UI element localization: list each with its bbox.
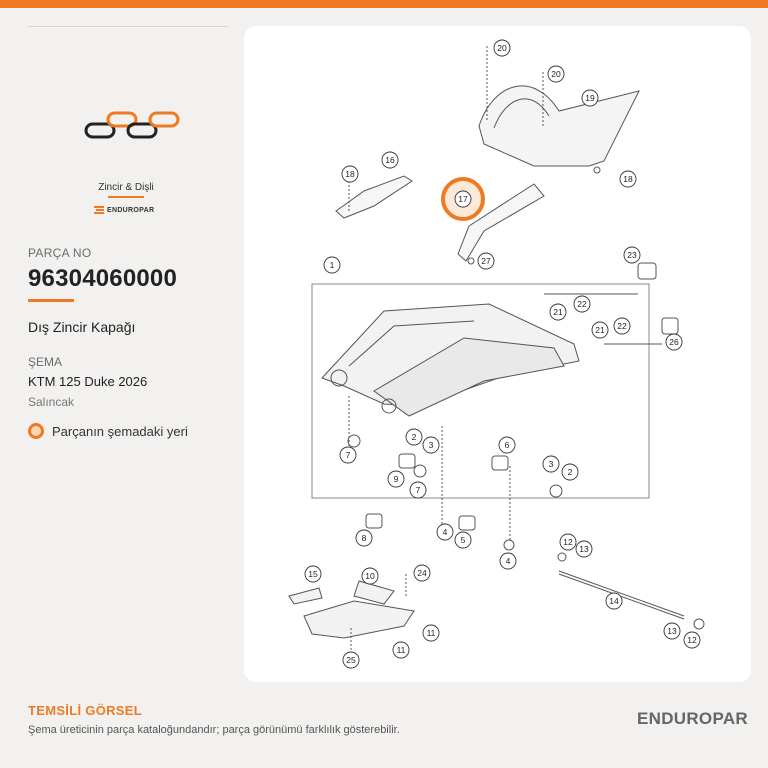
- legend-label: Parçanın şemadaki yeri: [52, 423, 188, 439]
- callout-4: [500, 553, 516, 569]
- callout-26: [666, 334, 682, 350]
- callout-number: 16: [385, 155, 395, 166]
- callout-4: [437, 524, 453, 540]
- callout-number: 23: [627, 250, 637, 261]
- callout-number: 4: [505, 556, 511, 567]
- callout-number: 26: [669, 337, 679, 348]
- footer-title: TEMSİLİ GÖRSEL: [28, 703, 142, 718]
- callout-1: [324, 257, 340, 273]
- callout-number: 3: [548, 459, 554, 470]
- divider: [28, 26, 228, 27]
- callout-number: 14: [609, 596, 619, 607]
- callout-15: [305, 566, 321, 582]
- callout-16: [382, 152, 398, 168]
- callout-number: 15: [308, 569, 318, 580]
- callout-number: 7: [345, 450, 351, 461]
- part-number: 96304060000: [28, 265, 178, 292]
- callout-number: 22: [577, 299, 587, 310]
- callout-7: [340, 447, 356, 463]
- callout-number: 3: [428, 440, 434, 451]
- callout-number: 12: [563, 537, 573, 548]
- callout-12: [684, 632, 700, 648]
- callout-27: [478, 253, 494, 269]
- callout-number: 11: [396, 645, 406, 656]
- callout-number: 19: [585, 93, 595, 104]
- callout-number: 18: [345, 169, 355, 180]
- callout-21: [550, 304, 566, 320]
- callout-number: 1: [329, 260, 335, 271]
- schema-label: ŞEMA: [28, 355, 63, 369]
- callout-5: [455, 532, 471, 548]
- callout-number: 13: [667, 626, 677, 637]
- brand-mark-icon: [94, 206, 104, 214]
- callout-number: 5: [460, 535, 466, 546]
- assembly-name: Salıncak: [28, 395, 75, 409]
- callout-20: [494, 40, 510, 56]
- callout-2: [406, 429, 422, 445]
- callout-12: [560, 534, 576, 550]
- callout-9: [388, 471, 404, 487]
- callout-11: [393, 642, 409, 658]
- callout-8: [356, 530, 372, 546]
- callout-number: 21: [595, 325, 605, 336]
- callout-number: 2: [567, 467, 573, 478]
- callout-6: [499, 437, 515, 453]
- callout-number: 4: [442, 527, 448, 538]
- callout-17: [455, 191, 471, 207]
- callout-number: 9: [393, 474, 399, 485]
- callout-3: [543, 456, 559, 472]
- callout-3: [423, 437, 439, 453]
- top-accent-bar: [0, 0, 768, 8]
- part-no-label: PARÇA NO: [28, 246, 92, 260]
- callout-number: 13: [579, 544, 589, 555]
- callout-18: [342, 166, 358, 182]
- category-label: Zincir & Dişli: [98, 182, 154, 193]
- footer-brand: ENDUROPAR: [636, 709, 748, 728]
- vehicle-model: KTM 125 Duke 2026: [28, 374, 148, 389]
- callout-22: [614, 318, 630, 334]
- callout-number: 18: [623, 174, 633, 185]
- callout-14: [606, 593, 622, 609]
- parts-diagram: [244, 26, 751, 682]
- callout-number: 17: [458, 194, 468, 205]
- callout-number: 11: [426, 628, 436, 639]
- callout-number: 21: [553, 307, 563, 318]
- part-name: Dış Zincir Kapağı: [28, 319, 136, 335]
- callout-number: 24: [417, 568, 427, 579]
- callout-18: [620, 171, 636, 187]
- callout-number: 20: [551, 69, 561, 80]
- callout-number: 7: [415, 485, 421, 496]
- callout-25: [343, 652, 359, 668]
- legend: [28, 423, 188, 439]
- callout-number: 27: [481, 256, 491, 267]
- chain-links-icon: [78, 104, 188, 148]
- footer-note: Şema üreticinin parça kataloğundandır; parça görünümü farklılık gösterebilir.: [28, 724, 400, 736]
- callout-number: 12: [687, 635, 697, 646]
- callout-number: 20: [497, 43, 507, 54]
- callout-13: [576, 541, 592, 557]
- callout-number: 25: [346, 655, 356, 666]
- callout-number: 6: [504, 440, 510, 451]
- callout-11: [423, 625, 439, 641]
- callout-2: [562, 464, 578, 480]
- callout-number: 10: [365, 571, 375, 582]
- callout-number: 22: [617, 321, 627, 332]
- brand-small-text: ENDUROPAR: [107, 206, 155, 214]
- category-underline: [108, 196, 144, 198]
- callout-22: [574, 296, 590, 312]
- callout-23: [624, 247, 640, 263]
- callout-21: [592, 322, 608, 338]
- callout-19: [582, 90, 598, 106]
- callout-13: [664, 623, 680, 639]
- brand-badge: [94, 206, 154, 214]
- callout-24: [414, 565, 430, 581]
- callout-7: [410, 482, 426, 498]
- part-number-underline: [28, 299, 74, 302]
- callout-number: 8: [361, 533, 367, 544]
- callout-10: [362, 568, 378, 584]
- callout-20: [548, 66, 564, 82]
- highlight-marker-icon: [28, 423, 44, 439]
- callout-number: 2: [411, 432, 417, 443]
